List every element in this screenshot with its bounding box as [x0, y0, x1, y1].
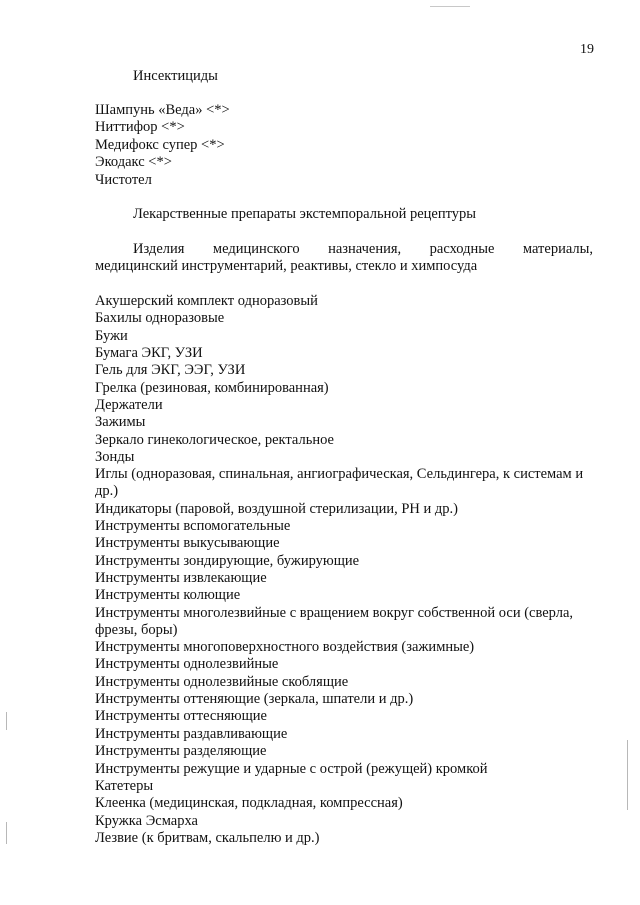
list-item: Акушерский комплект одноразовый — [95, 293, 318, 309]
section-heading-medical-products — [95, 241, 593, 275]
section-heading-extemporal: Лекарственные препараты экстемпоральной рецептуры — [133, 206, 477, 222]
list-item: Кружка Эсмарха — [95, 813, 198, 829]
list-item: Медифокс супер <*> — [95, 137, 225, 153]
list-item: Инструменты раздавливающие — [95, 726, 288, 742]
list-item: Инструменты зондирующие, бужирующие — [95, 553, 360, 569]
list-item: Инструменты выкусывающие — [95, 535, 280, 551]
list-item: Инструменты оттеняющие (зеркала, шпатели и др.) — [95, 691, 414, 707]
list-item: Катетеры — [95, 778, 154, 794]
list-item: Инструменты оттесняющие — [95, 708, 267, 724]
list-item: Шампунь «Веда» <*> — [95, 102, 230, 118]
list-item: Бумага ЭКГ, УЗИ — [95, 345, 203, 361]
list-item: Инструменты извлекающие — [95, 570, 267, 586]
list-item: Инструменты вспомогательные — [95, 518, 291, 534]
list-item: Грелка (резиновая, комбинированная) — [95, 380, 329, 396]
list-item: Инструменты разделяющие — [95, 743, 267, 759]
heading-line-2: медицинский инструментарий, реактивы, стекло и химпосуда — [95, 258, 478, 274]
heading-word: Изделия — [133, 241, 185, 257]
heading-word: материалы, — [522, 241, 593, 257]
list-item: Бахилы одноразовые — [95, 310, 225, 326]
list-item: Чистотел — [95, 172, 152, 188]
heading-word: расходные — [429, 241, 495, 257]
list-item: Инструменты однолезвийные скоблящие — [95, 674, 349, 690]
list-item: Гель для ЭКГ, ЭЭГ, УЗИ — [95, 362, 246, 378]
list-item: Инструменты колющие — [95, 587, 241, 603]
list-item: Держатели — [95, 397, 163, 413]
list-item: Инструменты многоповерхностного воздействия (зажимные) — [95, 639, 475, 655]
scan-artifact — [6, 822, 7, 844]
list-item: Ниттифор <*> — [95, 119, 185, 135]
list-item: Экодакс <*> — [95, 154, 172, 170]
scan-artifact — [6, 712, 7, 730]
list-item: Иглы (одноразовая, спинальная, ангиографическая, Сельдингера, к системам и др.) — [95, 466, 584, 499]
heading-line-1 — [95, 241, 593, 258]
section-heading-insecticides: Инсектициды — [133, 68, 218, 84]
list-item: Индикаторы (паровой, воздушной стерилизации, PH и др.) — [95, 501, 458, 517]
list-item: Зонды — [95, 449, 135, 465]
list-item: Бужи — [95, 328, 128, 344]
list-item: Лезвие (к бритвам, скальпелю и др.) — [95, 830, 320, 846]
list-item: Инструменты однолезвийные — [95, 656, 279, 672]
list-item: Инструменты режущие и ударные с острой (режущей) кромкой — [95, 761, 488, 777]
scan-artifact — [430, 6, 470, 7]
page-number: 19 — [580, 42, 594, 57]
list-item: Зеркало гинекологическое, ректальное — [95, 432, 334, 448]
list-item: Клеенка (медицинская, подкладная, компрессная) — [95, 795, 403, 811]
list-item: Инструменты многолезвийные с вращением вокруг собственной оси (сверла, фрезы, боры) — [95, 605, 574, 638]
scan-artifact — [627, 740, 628, 810]
heading-word: медицинского — [212, 241, 300, 257]
list-item: Зажимы — [95, 414, 146, 430]
heading-word: назначения, — [328, 241, 402, 257]
